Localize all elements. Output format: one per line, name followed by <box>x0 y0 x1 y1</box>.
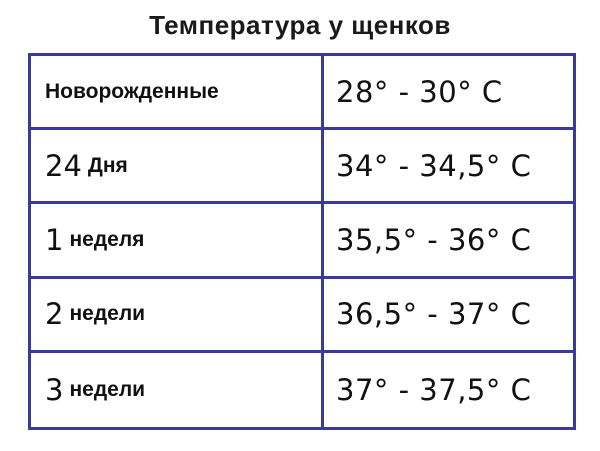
temperature-cell <box>324 204 573 278</box>
age-cell <box>31 279 324 353</box>
age-number: 24 <box>45 148 82 183</box>
age-label: недели <box>69 302 146 326</box>
page-title: Температура у щенков <box>149 10 451 40</box>
age-label: Дня <box>87 153 128 177</box>
temperature-cell <box>324 130 573 204</box>
age-cell <box>31 130 324 204</box>
age-label: неделя <box>69 227 145 251</box>
age-label: Новорожденные <box>45 79 219 103</box>
temperature-cell <box>324 353 573 427</box>
temperature-value: 34° - 34,5° C <box>336 148 532 183</box>
age-cell <box>31 56 324 130</box>
age-cell <box>31 204 324 278</box>
temperature-value: 28° - 30° C <box>336 74 503 109</box>
temperature-value: 37° - 37,5° C <box>336 372 532 407</box>
temperature-value: 36,5° - 37° C <box>336 297 532 332</box>
temperature-table <box>28 53 576 430</box>
age-number: 3 <box>45 372 64 407</box>
age-cell <box>31 353 324 427</box>
age-label: недели <box>69 377 146 401</box>
age-number: 1 <box>45 222 64 257</box>
temperature-cell <box>324 279 573 353</box>
age-number: 2 <box>45 297 64 332</box>
temperature-cell <box>324 56 573 130</box>
temperature-value: 35,5° - 36° C <box>336 222 532 257</box>
